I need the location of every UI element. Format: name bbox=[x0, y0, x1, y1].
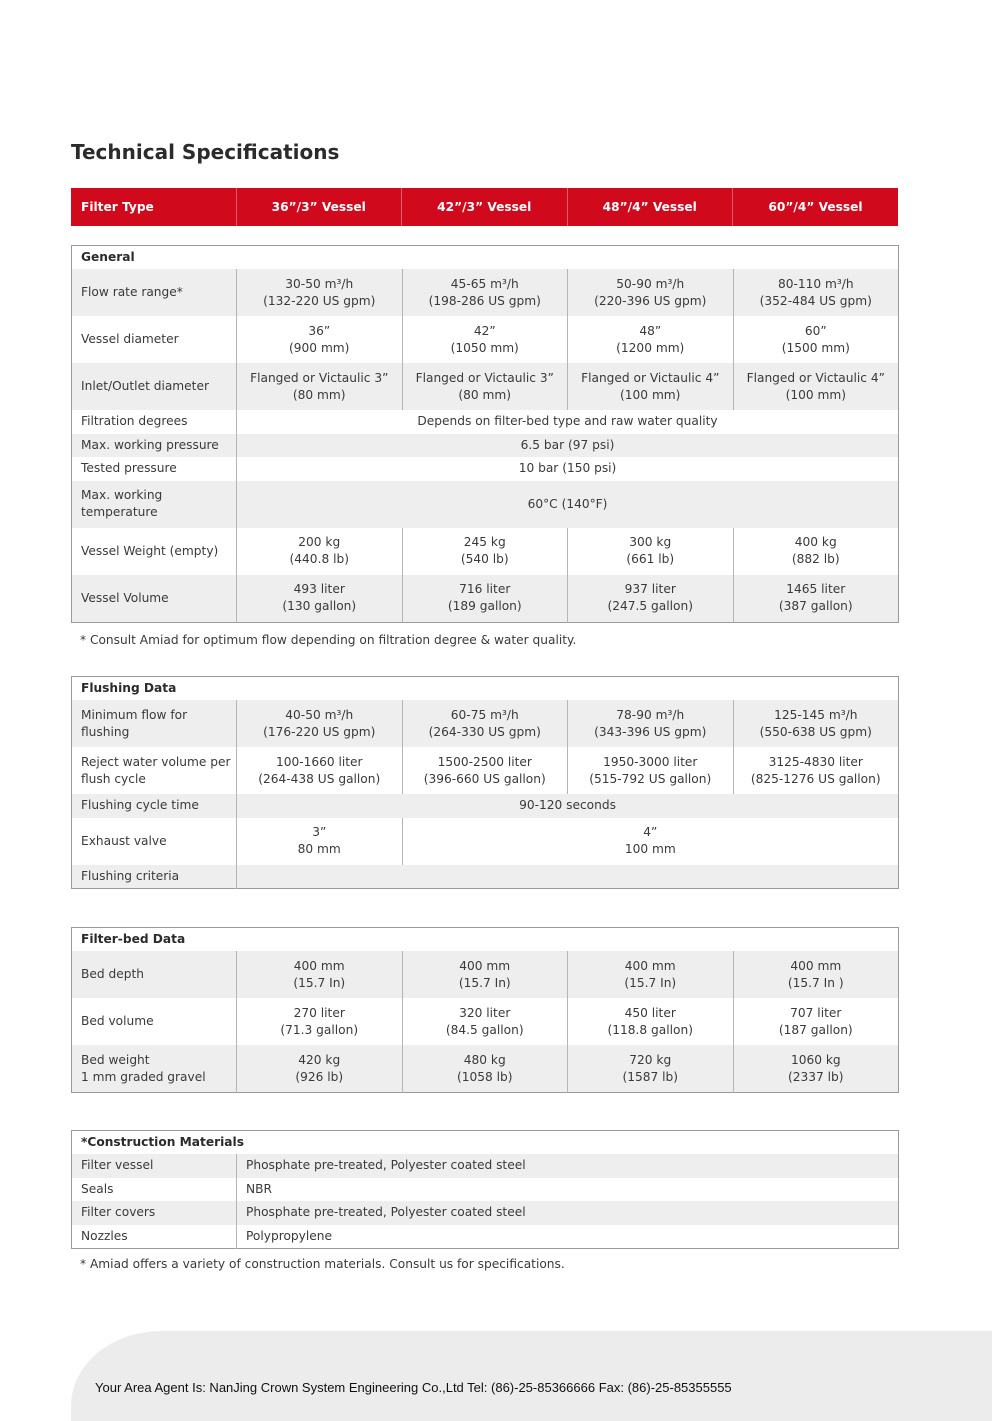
general-table bbox=[71, 245, 899, 623]
table-cell: 707 liter (187 gallon) bbox=[733, 998, 899, 1045]
table-cell: Flanged or Victaulic 3” (80 mm) bbox=[402, 363, 568, 410]
table-cell: 80-110 m³/h (352-484 US gpm) bbox=[733, 269, 899, 316]
table-cell: 40-50 m³/h (176-220 US gpm) bbox=[237, 700, 403, 747]
table-cell: 400 kg (882 lb) bbox=[733, 528, 899, 575]
general-footnote: * Consult Amiad for optimum flow depending on filtration degree & water quality. bbox=[80, 633, 577, 647]
table-cell: 480 kg (1058 lb) bbox=[402, 1045, 568, 1093]
table-cell: 400 mm (15.7 In) bbox=[402, 951, 568, 998]
table-row bbox=[72, 794, 899, 818]
table-cell: 60-75 m³/h (264-330 US gpm) bbox=[402, 700, 568, 747]
table-cell: Polypropylene bbox=[237, 1225, 899, 1249]
table-cell: 300 kg (661 lb) bbox=[568, 528, 734, 575]
table-cell: 50-90 m³/h (220-396 US gpm) bbox=[568, 269, 734, 316]
table-cell: Depends on filter-bed type and raw water quality bbox=[237, 410, 899, 434]
table-cell: 1500-2500 liter (396-660 US gallon) bbox=[402, 747, 568, 794]
table-row bbox=[72, 700, 899, 747]
table-cell: 270 liter (71.3 gallon) bbox=[237, 998, 403, 1045]
row-label: Filtration degrees bbox=[72, 410, 237, 434]
table-cell: 1060 kg (2337 lb) bbox=[733, 1045, 899, 1093]
row-label: Reject water volume per flush cycle bbox=[72, 747, 237, 794]
table-cell: 1950-3000 liter (515-792 US gallon) bbox=[568, 747, 734, 794]
flushing-section-title: Flushing Data bbox=[72, 677, 899, 701]
filter-type-header bbox=[71, 188, 898, 226]
table-row bbox=[72, 1225, 899, 1249]
row-label: Inlet/Outlet diameter bbox=[72, 363, 237, 410]
table-row bbox=[72, 1178, 899, 1202]
table-cell: 10 bar (150 psi) bbox=[237, 457, 899, 481]
table-row bbox=[72, 1201, 899, 1225]
row-label: Vessel Weight (empty) bbox=[72, 528, 237, 575]
table-cell: 42” (1050 mm) bbox=[402, 316, 568, 363]
row-label: Tested pressure bbox=[72, 457, 237, 481]
row-label: Flushing cycle time bbox=[72, 794, 237, 818]
table-row bbox=[72, 818, 899, 865]
table-cell: 200 kg (440.8 lb) bbox=[237, 528, 403, 575]
table-cell: 100-1660 liter (264-438 US gallon) bbox=[237, 747, 403, 794]
table-cell: Phosphate pre-treated, Polyester coated steel bbox=[237, 1154, 899, 1178]
row-label: Filter covers bbox=[72, 1201, 237, 1225]
table-cell: 6.5 bar (97 psi) bbox=[237, 434, 899, 458]
table-cell: 30-50 m³/h (132-220 US gpm) bbox=[237, 269, 403, 316]
header-filter-type: Filter Type bbox=[71, 188, 236, 226]
materials-footnote: * Amiad offers a variety of construction materials. Consult us for specifications. bbox=[80, 1257, 565, 1271]
row-label: Minimum flow for flushing bbox=[72, 700, 237, 747]
table-row bbox=[72, 998, 899, 1045]
table-cell: 3” 80 mm bbox=[237, 818, 403, 865]
header-42-vessel: 42”/3” Vessel bbox=[402, 188, 568, 226]
table-cell: Phosphate pre-treated, Polyester coated steel bbox=[237, 1201, 899, 1225]
table-cell: 245 kg (540 lb) bbox=[402, 528, 568, 575]
general-section-title: General bbox=[72, 246, 899, 270]
table-cell: 60” (1500 mm) bbox=[733, 316, 899, 363]
flushing-table bbox=[71, 676, 899, 889]
table-cell: 48” (1200 mm) bbox=[568, 316, 734, 363]
table-row bbox=[72, 457, 899, 481]
materials-section-title: *Construction Materials bbox=[72, 1131, 899, 1155]
table-cell: Flanged or Victaulic 4” (100 mm) bbox=[733, 363, 899, 410]
table-cell: 320 liter (84.5 gallon) bbox=[402, 998, 568, 1045]
table-cell bbox=[237, 865, 899, 889]
row-label: Max. working temperature bbox=[72, 481, 237, 528]
row-label: Vessel diameter bbox=[72, 316, 237, 363]
table-cell: 450 liter (118.8 gallon) bbox=[568, 998, 734, 1045]
filterbed-section-title: Filter-bed Data bbox=[72, 928, 899, 952]
header-60-vessel: 60”/4” Vessel bbox=[733, 188, 899, 226]
table-row bbox=[72, 575, 899, 623]
row-label: Bed weight 1 mm graded gravel bbox=[72, 1045, 237, 1093]
table-cell: 125-145 m³/h (550-638 US gpm) bbox=[733, 700, 899, 747]
table-cell: 400 mm (15.7 In) bbox=[237, 951, 403, 998]
table-cell: 400 mm (15.7 In) bbox=[568, 951, 734, 998]
table-cell: 45-65 m³/h (198-286 US gpm) bbox=[402, 269, 568, 316]
header-48-vessel: 48”/4” Vessel bbox=[567, 188, 733, 226]
table-cell: NBR bbox=[237, 1178, 899, 1202]
row-label: Exhaust valve bbox=[72, 818, 237, 865]
table-cell: Flanged or Victaulic 3” (80 mm) bbox=[237, 363, 403, 410]
row-label: Bed volume bbox=[72, 998, 237, 1045]
table-row bbox=[72, 410, 899, 434]
table-cell: 78-90 m³/h (343-396 US gpm) bbox=[568, 700, 734, 747]
row-label: Vessel Volume bbox=[72, 575, 237, 623]
table-row bbox=[72, 316, 899, 363]
table-row bbox=[72, 434, 899, 458]
table-cell: 716 liter (189 gallon) bbox=[402, 575, 568, 623]
row-label: Nozzles bbox=[72, 1225, 237, 1249]
row-label: Filter vessel bbox=[72, 1154, 237, 1178]
page-title: Technical Specifications bbox=[71, 140, 340, 164]
table-cell: 90-120 seconds bbox=[237, 794, 899, 818]
row-label: Flushing criteria bbox=[72, 865, 237, 889]
table-row bbox=[72, 528, 899, 575]
table-row bbox=[72, 1154, 899, 1178]
row-label: Bed depth bbox=[72, 951, 237, 998]
table-row bbox=[72, 951, 899, 998]
header-36-vessel: 36”/3” Vessel bbox=[236, 188, 402, 226]
table-cell: 1465 liter (387 gallon) bbox=[733, 575, 899, 623]
row-label: Max. working pressure bbox=[72, 434, 237, 458]
table-cell: 720 kg (1587 lb) bbox=[568, 1045, 734, 1093]
table-cell: Flanged or Victaulic 4” (100 mm) bbox=[568, 363, 734, 410]
table-row bbox=[72, 1045, 899, 1093]
footer-band bbox=[71, 1331, 992, 1421]
table-row bbox=[72, 747, 899, 794]
table-cell: 937 liter (247.5 gallon) bbox=[568, 575, 734, 623]
table-cell: 3125-4830 liter (825-1276 US gallon) bbox=[733, 747, 899, 794]
row-label: Seals bbox=[72, 1178, 237, 1202]
table-row bbox=[72, 363, 899, 410]
footer-agent-info: Your Area Agent Is: NanJing Crown System Engineering Co.,Ltd Tel: (86)-25-85366666 Fax: (86)-25-85355555 bbox=[95, 1380, 732, 1395]
table-cell: 420 kg (926 lb) bbox=[237, 1045, 403, 1093]
table-row bbox=[72, 481, 899, 528]
table-row bbox=[72, 865, 899, 889]
table-row bbox=[72, 269, 899, 316]
table-cell: 4” 100 mm bbox=[402, 818, 899, 865]
table-cell: 36” (900 mm) bbox=[237, 316, 403, 363]
table-cell: 60°C (140°F) bbox=[237, 481, 899, 528]
table-cell: 400 mm (15.7 In ) bbox=[733, 951, 899, 998]
filterbed-table bbox=[71, 927, 899, 1093]
table-cell: 493 liter (130 gallon) bbox=[237, 575, 403, 623]
materials-table bbox=[71, 1130, 899, 1249]
row-label: Flow rate range* bbox=[72, 269, 237, 316]
